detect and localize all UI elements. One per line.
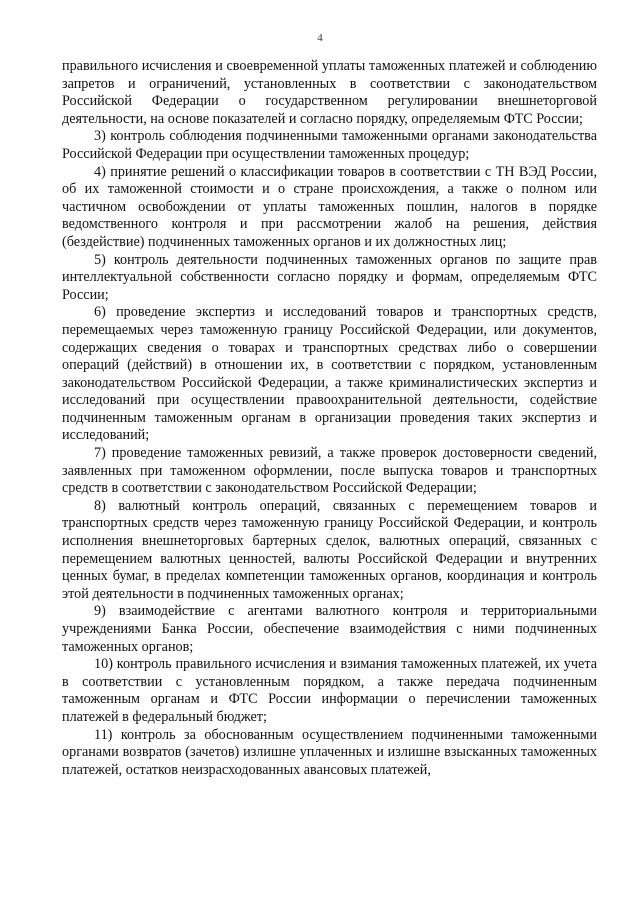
paragraph-item-6: 6) проведение экспертиз и исследований товаров и транспортных средств, перемещаемых через таможенную границу Российской Федерации, или документов, содержащих сведения о товарах и транспортных средствах либо о совершении операций (действий) в отношении их, в соответствии с порядком, установленным законодательством Российской Федерации, а также криминалистических экспертиз и исследований при осуществлении правоохранительной деятельности, содействие подчиненным таможенным органам в организации проведения таких экспертиз и исследований; [62,304,597,444]
page-number: 4 [317,32,323,44]
paragraph-item-5: 5) контроль деятельности подчиненных таможенных органов по защите прав интеллектуальной собственности согласно порядку и формам, определяемым ФТС России; [62,251,597,303]
paragraph-item-11: 11) контроль за обоснованным осуществлением подчиненными таможенными органами возвратов (зачетов) излишне уплаченных и излишне взысканных таможенных платежей, остатков неизрасходованных авансовых платежей, [62,726,597,778]
document-body [62,58,597,779]
paragraph-item-9: 9) взаимодействие с агентами валютного контроля и территориальными учреждениями Банка России, обеспечение взаимодействия с ними подчиненных таможенных органов; [62,603,597,655]
paragraph-item-10: 10) контроль правильного исчисления и взимания таможенных платежей, их учета в соответствии с установленным порядком, а также передача подчиненным таможенным органам и ФТС России информации о перечислении таможенных платежей в федеральный бюджет; [62,656,597,725]
paragraph-item-4: 4) принятие решений о классификации товаров в соответствии с ТН ВЭД России, об их таможенной стоимости и о стране происхождения, а также о полном или частичном освобождении от уплаты таможенных пошлин, налогов в порядке ведомственного контроля и при рассмотрении жалоб на решения, действия (бездействие) подчиненных таможенных органов и их должностных лиц; [62,163,597,250]
paragraph-item-7: 7) проведение таможенных ревизий, а также проверок достоверности сведений, заявленных при таможенном оформлении, после выпуска товаров и транспортных средств в соответствии с законодательством Российской Федерации; [62,445,597,497]
paragraph-item-3: 3) контроль соблюдения подчиненными таможенными органами законодательства Российской Федерации при осуществлении таможенных процедур; [62,128,597,162]
paragraph-item-8: 8) валютный контроль операций, связанных с перемещением товаров и транспортных средств через таможенную границу Российской Федерации, и контроль исполнения внешнеторговых бартерных сделок, валютных операций, связанных с перемещением валютных ценностей, валюты Российской Федерации и внутренних ценных бумаг, в пределах компетенции таможенных органов, координация и контроль этой деятельности в подчиненных таможенных органах; [62,497,597,602]
paragraph-continuation: правильного исчисления и своевременной уплаты таможенных платежей и соблюдению запретов и ограничений, установленных в соответствии с законодательством Российской Федерации о государственном регулировании внешнеторговой деятельности, на основе показателей и согласно порядку, определяемым ФТС России; [62,58,597,127]
